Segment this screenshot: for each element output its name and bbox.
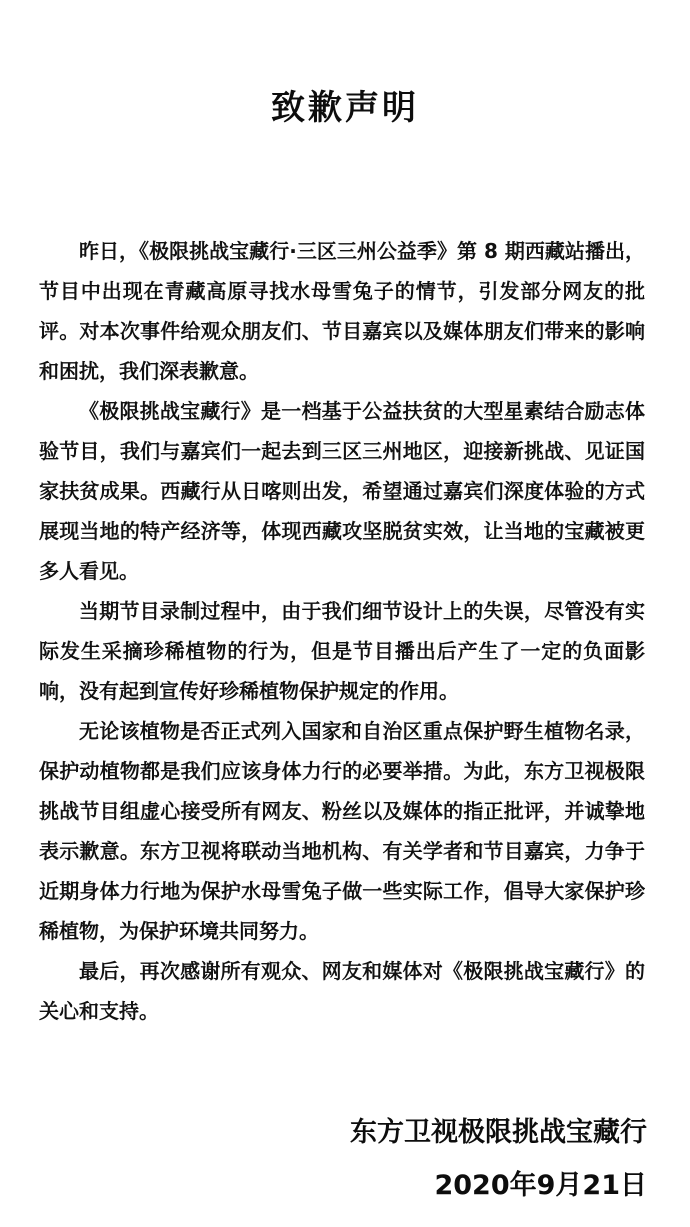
- statement-body: [39, 231, 645, 1031]
- paragraph-production-mistake: 当期节目录制过程中，由于我们细节设计上的失误，尽管没有实际发生采摘珍稀植物的行为，但是节目播出后产生了一定的负面影响，没有起到宣传好珍稀植物保护规定的作用。: [39, 599, 645, 703]
- signature-date: 2020年9月21日: [434, 1170, 647, 1201]
- paragraph-apology-and-actions: 无论该植物是否正式列入国家和自治区重点保护野生植物名录，保护动植物都是我们应该身体力行的必要举措。为此，东方卫视极限挑战节目组虚心接受所有网友、粉丝以及媒体的指正批评，并诚挚地表示歉意。东方卫视将联动当地机构、有关学者和节目嘉宾，力争于近期身体力行地为保护水母雪兔子做一些实际工作，倡导大家保护珍稀植物，为保护环境共同努力。: [39, 719, 645, 943]
- paragraph-thanks: 最后，再次感谢所有观众、网友和媒体对《极限挑战宝藏行》的关心和支持。: [39, 959, 645, 1023]
- paragraph-broadcast-incident: 昨日，《极限挑战宝藏行·三区三州公益季》第 8 期西藏站播出，节目中出现在青藏高原寻找水母雪兔子的情节，引发部分网友的批评。对本次事件给观众朋友们、节目嘉宾以及媒体朋友们带来的影响和困扰，我们深表歉意。: [39, 239, 645, 383]
- signature-block: [0, 1106, 690, 1212]
- paragraph-show-introduction: 《极限挑战宝藏行》是一档基于公益扶贫的大型星素结合励志体验节目，我们与嘉宾们一起去到三区三州地区，迎接新挑战、见证国家扶贫成果。西藏行从日喀则出发，希望通过嘉宾们深度体验的方式展现当地的特产经济等，体现西藏攻坚脱贫实效，让当地的宝藏被更多人看见。: [39, 399, 645, 583]
- signature-issuer: 东方卫视极限挑战宝藏行: [350, 1117, 647, 1148]
- page-title: 致歉声明: [271, 88, 419, 128]
